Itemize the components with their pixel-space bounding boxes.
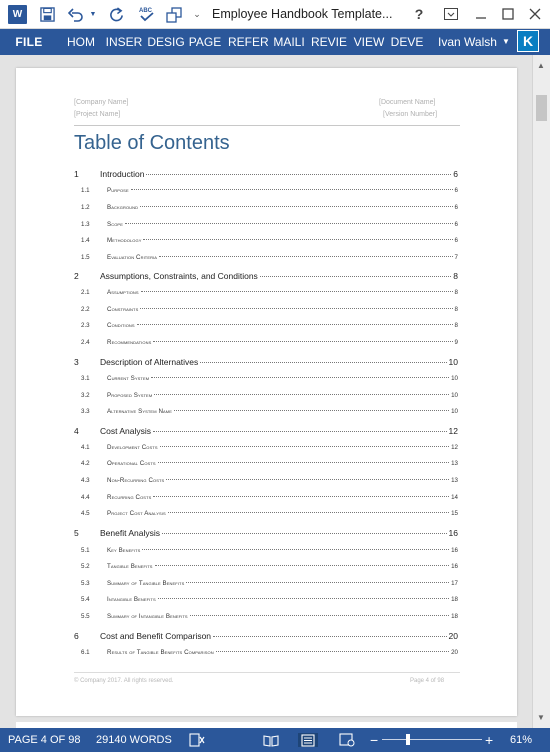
tab-view[interactable]: VIEW [353, 35, 385, 49]
print-layout-icon[interactable] [298, 733, 318, 747]
toc-entry-number: 3.2 [81, 392, 90, 399]
toc-entry-page: 16 [451, 547, 458, 554]
toc-entry[interactable] [74, 631, 458, 641]
toc-subentry[interactable] [74, 563, 458, 570]
toc-leader-dots [155, 565, 450, 566]
toc-subentry[interactable] [74, 477, 458, 484]
toc-entry-page: 15 [451, 510, 458, 517]
toc-entry-label: Summary of Intangible Benefits [107, 613, 188, 620]
toc-entry-label: Assumptions [107, 289, 139, 296]
toc-entry-label: Evaluation Criteria [107, 254, 158, 261]
toc-leader-dots [159, 256, 452, 257]
toc-subentry[interactable] [74, 494, 458, 501]
tab-developer[interactable]: DEVE [390, 35, 424, 49]
toc-entry-page: 9 [454, 339, 458, 346]
toc-entry-label: Recurring Costs [107, 494, 152, 501]
toc-entry-label: Purpose [107, 187, 129, 194]
toc-entry-number: 5.4 [81, 596, 90, 603]
toc-entry-page: 20 [451, 649, 458, 656]
toc-leader-dots [140, 206, 452, 207]
toc-leader-dots [137, 324, 453, 325]
toc-entry-number: 3.3 [81, 408, 90, 415]
tab-mailings[interactable]: MAILI [273, 35, 305, 49]
toc-entry-label: Scope [107, 221, 123, 228]
toc-leader-dots [131, 189, 453, 190]
toc-title: Table of Contents [74, 132, 230, 154]
toc-entry-number: 5.1 [81, 547, 90, 554]
toc-leader-dots [166, 479, 449, 480]
undo-dropdown-icon[interactable]: ▼ [89, 11, 97, 18]
toc-subentry[interactable] [74, 221, 458, 228]
toc-entry-label: Operational Costs [107, 460, 156, 467]
help-icon[interactable]: ? [414, 6, 424, 22]
user-dropdown-icon[interactable]: ▼ [502, 37, 510, 46]
toc-entry[interactable] [74, 426, 458, 436]
save-icon[interactable] [38, 5, 56, 24]
zoom-slider[interactable] [382, 739, 482, 740]
toc-entry-number: 4 [74, 426, 79, 436]
touch-mode-icon[interactable] [164, 5, 184, 24]
toc-entry-number: 1.1 [81, 187, 90, 194]
toc-entry-label: Tangible Benefits [107, 563, 153, 570]
toc-subentry[interactable] [74, 580, 458, 587]
toc-subentry[interactable] [74, 339, 458, 346]
read-mode-icon[interactable] [262, 733, 280, 747]
toc-entry-number: 2.4 [81, 339, 90, 346]
toc-entry-number: 2.1 [81, 289, 90, 296]
toc-subentry[interactable] [74, 204, 458, 211]
toc-entry-label: Benefit Analysis [100, 528, 161, 538]
toc-entry-page: 6 [454, 204, 458, 211]
tab-review[interactable]: REVIE [310, 35, 347, 49]
toc-entry-number: 6.1 [81, 649, 90, 656]
window-title: Employee Handbook Template... [212, 7, 393, 21]
toc-leader-dots [151, 377, 449, 378]
toc-entry-page: 10 [451, 392, 458, 399]
toc-subentry[interactable] [74, 306, 458, 313]
footer-copyright: © Company 2017. All rights reserved. [74, 678, 174, 684]
toc-entry-label: Alternative System Name [107, 408, 172, 415]
toc-entry-page: 10 [451, 408, 458, 415]
toc-leader-dots [153, 496, 449, 497]
toc-leader-dots [141, 291, 453, 292]
document-page[interactable] [16, 68, 517, 716]
toc-entry-page: 6 [453, 169, 458, 179]
toc-subentry[interactable] [74, 322, 458, 329]
toc-leader-dots [168, 512, 449, 513]
toc-entry-label: Constraints [107, 306, 139, 313]
toc-leader-dots [162, 533, 447, 534]
user-name[interactable]: Ivan Walsh [438, 35, 497, 49]
ribbon-tabs [0, 29, 550, 55]
status-bar [0, 728, 550, 752]
toc-entry[interactable] [74, 271, 458, 281]
toc-entry-label: Key Benefits [107, 547, 141, 554]
toc-entry-number: 5.3 [81, 580, 90, 587]
toc-entry-number: 1 [74, 169, 79, 179]
toc-entry-number: 2 [74, 271, 79, 281]
toc-entry[interactable] [74, 169, 458, 179]
toc-subentry[interactable] [74, 460, 458, 467]
toc-entry-number: 5 [74, 528, 79, 538]
toc-entry-label: Conditions [107, 322, 135, 329]
toc-entry-number: 3.1 [81, 375, 90, 382]
toc-leader-dots [160, 446, 450, 447]
toc-entry-label: Summary of Tangible Benefits [107, 580, 185, 587]
toc-subentry[interactable] [74, 254, 458, 261]
close-icon[interactable] [524, 4, 546, 24]
toc-entry-page: 10 [448, 357, 458, 367]
toc-entry-page: 17 [451, 580, 458, 587]
redo-icon[interactable] [106, 5, 126, 24]
toc-entry-page: 16 [451, 563, 458, 570]
toc-entry-label: Results of Tangible Benefits Comparison [107, 649, 214, 656]
toc-entry-label: Description of Alternatives [100, 357, 199, 367]
toc-leader-dots [260, 276, 451, 277]
minimize-icon[interactable] [470, 4, 492, 24]
footer-divider [74, 672, 460, 673]
toc-entry-page: 18 [451, 596, 458, 603]
toc-entry-page: 8 [453, 271, 458, 281]
toc-entry-label: Background [107, 204, 139, 211]
svg-text:ABC: ABC [138, 8, 152, 14]
toc-entry-label: Methodology [107, 237, 142, 244]
toc-entry-page: 18 [451, 613, 458, 620]
toc-subentry[interactable] [74, 187, 458, 194]
toc-leader-dots [146, 174, 451, 175]
toc-entry-number: 6 [74, 631, 79, 641]
toc-entry-page: 13 [451, 477, 458, 484]
toc-entry[interactable] [74, 357, 458, 367]
toc-entry-page: 6 [454, 221, 458, 228]
toc-entry-number: 5.2 [81, 563, 90, 570]
zoom-slider-thumb[interactable] [406, 734, 410, 745]
header-project-name: [Project Name] [74, 111, 121, 118]
title-bar [0, 0, 550, 29]
ribbon-display-icon[interactable] [440, 4, 462, 24]
toc-leader-dots [142, 549, 449, 550]
zoom-out-icon[interactable]: − [370, 732, 379, 748]
toc-entry-page: 8 [454, 306, 458, 313]
toc-entry-number: 1.4 [81, 237, 90, 244]
toc-entry-page: 8 [454, 289, 458, 296]
footer-page-number: Page 4 of 98 [410, 678, 445, 684]
zoom-level[interactable]: 61% [510, 734, 533, 746]
toc-leader-dots [186, 582, 449, 583]
toc-entry-label: Project Cost Analysis [107, 510, 166, 517]
toc-subentry[interactable] [74, 408, 458, 415]
header-company-name: [Company Name] [74, 99, 129, 106]
toc-leader-dots [153, 431, 447, 432]
toc-entry-page: 8 [454, 322, 458, 329]
toc-leader-dots [153, 341, 452, 342]
toc-entry-number: 4.4 [81, 494, 90, 501]
toc-entry-label: Cost and Benefit Comparison [100, 631, 212, 641]
header-version-number: [Version Number] [383, 111, 438, 118]
toc-entry-number: 1.5 [81, 254, 90, 261]
toc-entry-number: 4.5 [81, 510, 90, 517]
toc-subentry[interactable] [74, 289, 458, 296]
toc-entry-page: 7 [454, 254, 458, 261]
scroll-thumb[interactable] [536, 95, 547, 121]
toc-leader-dots [190, 615, 449, 616]
toc-entry-number: 4.1 [81, 444, 90, 451]
toc-entry-page: 6 [454, 187, 458, 194]
toc-entry-number: 4.2 [81, 460, 90, 467]
toc-entry-number: 1.2 [81, 204, 90, 211]
toc-entry[interactable] [74, 528, 458, 538]
tab-home[interactable]: HOM [67, 35, 95, 49]
avatar[interactable]: K [517, 30, 539, 52]
page-count[interactable]: PAGE 4 OF 98 [8, 734, 81, 746]
toc-entry-number: 5.5 [81, 613, 90, 620]
spelling-icon[interactable] [136, 5, 156, 24]
toc-entry-label: Cost Analysis [100, 426, 152, 436]
toc-entry-label: Introduction [100, 169, 145, 179]
toc-entry-page: 14 [451, 494, 458, 501]
toc-entry-number: 4.3 [81, 477, 90, 484]
toc-subentry[interactable] [74, 510, 458, 517]
tab-insert[interactable]: INSER [105, 35, 143, 49]
toc-entry-number: 2.3 [81, 322, 90, 329]
maximize-icon[interactable] [497, 4, 519, 24]
toc-entry-label: Proposed System [107, 392, 153, 399]
tab-page-layout[interactable]: PAGE [188, 35, 222, 49]
proofing-icon[interactable] [188, 733, 206, 747]
toc-entry-label: Assumptions, Constraints, and Conditions [100, 271, 258, 281]
toc-leader-dots [200, 362, 446, 363]
toc-subentry[interactable] [74, 392, 458, 399]
tab-design[interactable]: DESIG [147, 35, 185, 49]
toc-entry-label: Intangible Benefits [107, 596, 156, 603]
header-document-name: [Document Name] [379, 99, 436, 106]
scroll-up-icon[interactable]: ▲ [537, 61, 545, 70]
toc-entry-page: 20 [448, 631, 458, 641]
toc-entry-page: 10 [451, 375, 458, 382]
word-app-icon[interactable]: W [8, 5, 27, 24]
toc-leader-dots [216, 651, 449, 652]
zoom-in-icon[interactable]: + [485, 732, 494, 748]
toc-leader-dots [154, 394, 449, 395]
toc-subentry[interactable] [74, 375, 458, 382]
toc-subentry[interactable] [74, 547, 458, 554]
toc-leader-dots [213, 636, 447, 637]
toc-entry-number: 2.2 [81, 306, 90, 313]
toc-entry-label: Recommendations [107, 339, 152, 346]
toc-subentry[interactable] [74, 613, 458, 620]
header-divider [74, 125, 460, 126]
toc-leader-dots [140, 308, 452, 309]
tab-file[interactable]: FILE [0, 29, 58, 55]
toc-subentry[interactable] [74, 237, 458, 244]
undo-icon[interactable] [66, 5, 86, 24]
toc-entry-page: 12 [448, 426, 458, 436]
word-count[interactable]: 29140 WORDS [96, 734, 172, 746]
toc-entry-page: 16 [448, 528, 458, 538]
toc-entry-page: 12 [451, 444, 458, 451]
toc-entry-label: Development Costs [107, 444, 158, 451]
toc-leader-dots [174, 410, 449, 411]
vertical-scrollbar[interactable] [532, 55, 550, 728]
toc-leader-dots [143, 239, 452, 240]
tab-references[interactable]: REFER [228, 35, 269, 49]
scroll-down-icon[interactable]: ▼ [537, 713, 545, 722]
toc-leader-dots [125, 223, 453, 224]
toc-entry-page: 6 [454, 237, 458, 244]
customize-toolbar-icon[interactable]: ⌄ [193, 9, 201, 19]
toc-subentry[interactable] [74, 596, 458, 603]
toc-entry-label: Current System [107, 375, 150, 382]
toc-subentry[interactable] [74, 649, 458, 656]
toc-entry-page: 13 [451, 460, 458, 467]
toc-leader-dots [158, 462, 449, 463]
web-layout-icon[interactable] [338, 733, 356, 747]
toc-entry-number: 1.3 [81, 221, 90, 228]
toc-entry-number: 3 [74, 357, 79, 367]
toc-entry-label: Non-Recurring Costs [107, 477, 165, 484]
toc-subentry[interactable] [74, 444, 458, 451]
toc-leader-dots [158, 598, 449, 599]
